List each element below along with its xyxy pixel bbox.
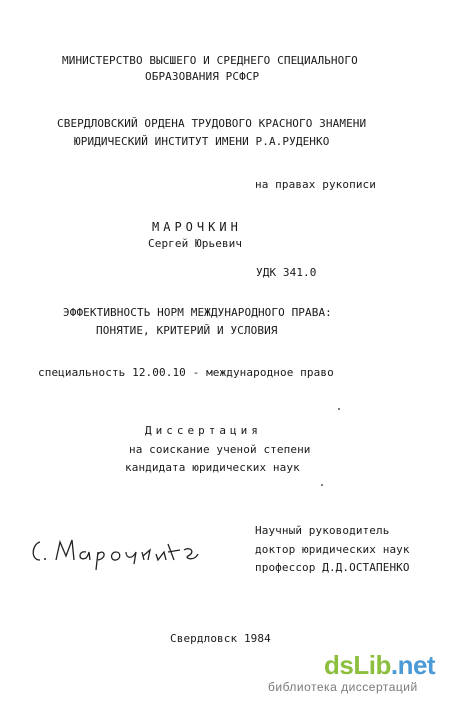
thesis-title-line-1: ЭФФЕКТИВНОСТЬ НОРМ МЕЖДУНАРОДНОГО ПРАВА: [63,306,332,319]
watermark-logo-part2: .net [390,650,436,680]
ministry-line-1: МИНИСТЕРСТВО ВЫСШЕГО И СРЕДНЕГО СПЕЦИАЛЬНОГО [62,54,358,67]
specialty: специальность 12.00.10 - международное право [38,366,334,379]
scan-speck [321,484,323,486]
institute-line-2: ЮРИДИЧЕСКИЙ ИНСТИТУТ ИМЕНИ Р.А.РУДЕНКО [74,135,330,148]
signature [28,530,203,574]
ministry-line-2: ОБРАЗОВАНИЯ РСФСР [145,70,260,83]
scan-speck [338,408,340,410]
supervisor-name: профессор Д.Д.ОСТАПЕНКО [255,561,410,574]
supervisor-degree: доктор юридических наук [255,543,410,556]
institute-line-1: СВЕРДЛОВСКИЙ ОРДЕНА ТРУДОВОГО КРАСНОГО ЗНАМЕНИ [57,117,367,130]
thesis-title-line-2: ПОНЯТИЕ, КРИТЕРИЙ И УСЛОВИЯ [96,324,278,337]
dissertation-degree-line: на соискание ученой степени [129,443,311,456]
watermark-logo-part1: dsLib [324,650,391,680]
watermark-logo[interactable] [324,650,435,681]
dissertation-field-line: кандидата юридических наук [125,461,300,474]
author-surname: МАРОЧКИН [152,220,242,234]
city-year: Свердловск 1984 [170,632,271,645]
watermark-subtitle: библиотека диссертаций [268,680,418,694]
supervisor-title: Научный руководитель [255,524,390,537]
author-name: Сергей Юрьевич [148,237,243,250]
rights-note: на правах рукописи [255,178,377,191]
dissertation-label: Диссертация [145,424,262,437]
udk-code: УДК 341.0 [256,266,317,279]
